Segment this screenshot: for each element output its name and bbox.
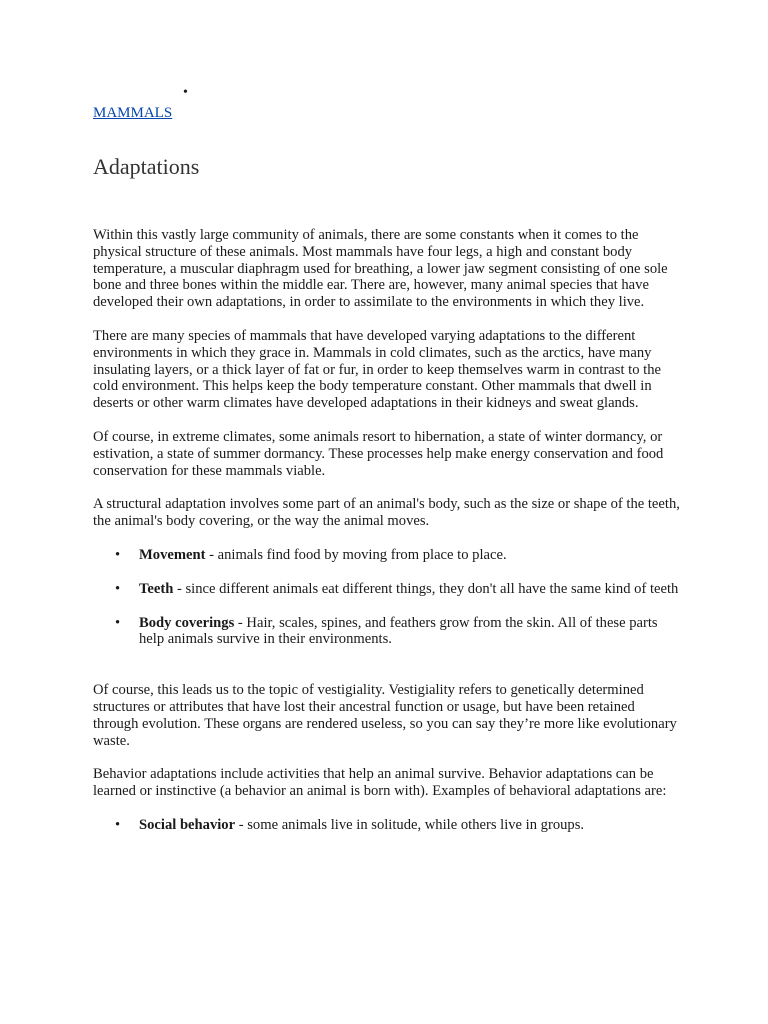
list-item-term: Movement bbox=[139, 546, 206, 563]
list-item bbox=[139, 615, 683, 649]
list-item-term: Body coverings bbox=[139, 614, 235, 631]
list-item bbox=[139, 581, 683, 598]
mammals-link[interactable]: MAMMALS bbox=[93, 105, 173, 121]
behavioral-adaptation-list bbox=[93, 817, 683, 834]
paragraph-dormancy: Of course, in extreme climates, some animals resort to hibernation, a state of winter dormancy, or estivation, a state of summer dormancy. These processes help make energy conservation and food conservation for these mammals viable. bbox=[93, 428, 664, 479]
list-item bbox=[139, 817, 683, 834]
structural-adaptation-list bbox=[93, 547, 683, 648]
list-item-desc: - some animals live in solitude, while others live in groups. bbox=[235, 816, 585, 833]
list-item-term: Teeth bbox=[139, 580, 174, 597]
paragraph-structural: A structural adaptation involves some part of an animal's body, such as the size or shape of the teeth, the animal's body covering, or the way the animal moves. bbox=[93, 496, 680, 530]
paragraph-intro: Within this vastly large community of animals, there are some constants when it comes to the physical structure of these animals. Most mammals have four legs, a high and constant body temperature, a muscular diaphragm used for breathing, a lower jaw segment consisting of one sole bone and three bones within the middle ear. There are, however, many animal species that have developed their own adaptations, in order to assimilate to the environments in which they live. bbox=[93, 227, 668, 311]
list-item bbox=[139, 547, 683, 564]
document-page bbox=[93, 86, 683, 851]
page-title: Adaptations bbox=[93, 154, 200, 179]
list-item-term: Social behavior bbox=[139, 816, 236, 833]
paragraph-vestigiality: Of course, this leads us to the topic of vestigiality. Vestigiality refers to genetically determined structures or attributes that have lost their ancestral function or usage, but have been retained through evolution. These organs are rendered useless, so you can say they’re more like evolutionary waste. bbox=[93, 682, 677, 749]
paragraph-climates: There are many species of mammals that have developed varying adaptations to the different environments in which they grace in. Mammals in cold climates, such as the arctics, have many insulating layers, or a thick layer of fat or fur, in order to keep themselves warm in contrast to the cold environment. This helps keep the body temperature constant. Other mammals that dwell in deserts or other warm climates have developed adaptations in their kidneys and sweat glands. bbox=[93, 327, 661, 412]
paragraph-behavior: Behavior adaptations include activities that help an animal survive. Behavior adaptations can be learned or instinctive (a behavior an animal is born with). Examples of behavioral adaptations are: bbox=[93, 766, 667, 800]
bullet-marker: • bbox=[183, 85, 188, 100]
list-item-desc: - Hair, scales, spines, and feathers grow from the skin. All of these parts help animals survive in their environments. bbox=[139, 614, 658, 648]
list-item-desc: - animals find food by moving from place to place. bbox=[205, 546, 507, 563]
list-item-desc: - since different animals eat different things, they don't all have the same kind of teeth bbox=[173, 580, 679, 597]
